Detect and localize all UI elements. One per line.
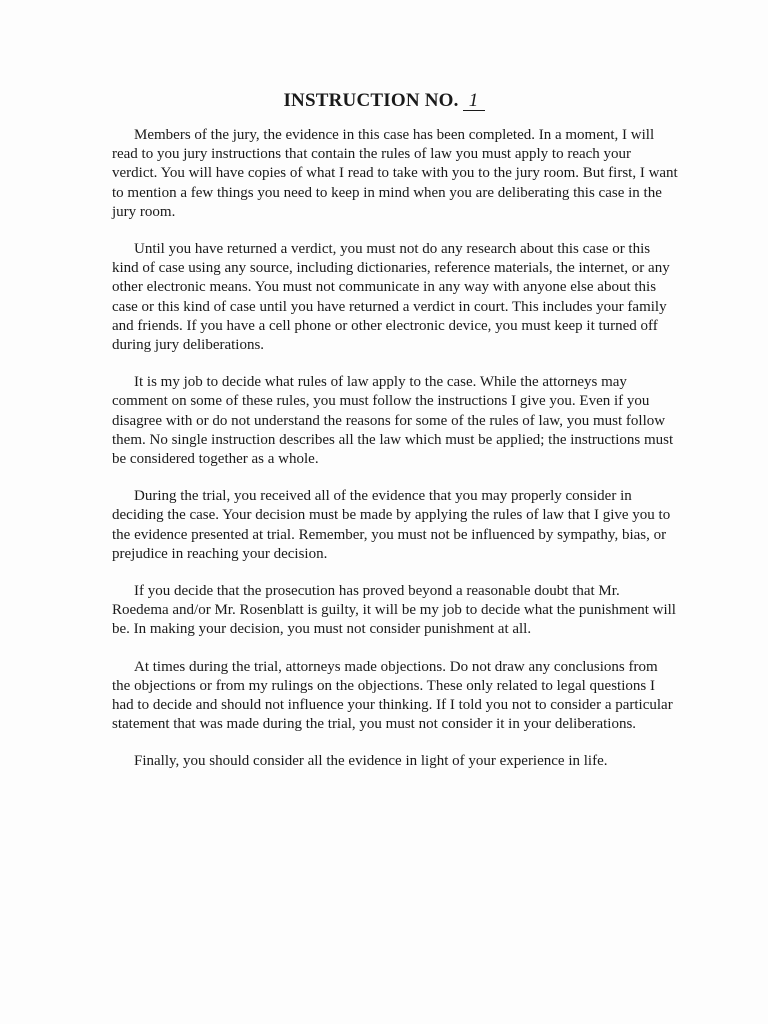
instruction-body [112,126,678,790]
paragraph-no-research: Until you have returned a verdict, you must not do any research about this case or this kind of case using any source, including dictionaries, reference materials, the internet, or any other electronic means. You must not communicate in any way with anyone else about this case or this kind of case until you have returned a verdict in court. This includes your family and friends. If you have a cell phone or other electronic device, you must keep it turned off during jury deliberations. [112,241,670,354]
paragraph-punishment: If you decide that the prosecution has proved beyond a reasonable doubt that Mr. Roedema and/or Mr. Rosenblatt is guilty, it will be my job to decide what the punishment will be. In making your decision, you must not consider punishment at all. [112,583,676,638]
page-title [0,90,768,112]
paragraph-experience: Finally, you should consider all the evidence in light of your experience in life. [134,753,608,770]
paragraph-rules-of-law: It is my job to decide what rules of law apply to the case. While the attorneys may comment on some of these rules, you must follow the instructions I give you. Even if you disagree with or do not understand the reasons for some of the rules of law, you must follow them. No single instruction describes all the law which must be applied; the instructions must be considered together as a whole. [112,374,674,468]
title-text: INSTRUCTION NO. [283,90,459,111]
paragraph-evidence: During the trial, you received all of the evidence that you may properly consider in deciding the case. Your decision must be made by applying the rules of law that I give you to the evidence presented at trial. Remember, you must not be influenced by sympathy, bias, or prejudice in reaching your decision. [112,488,671,562]
paragraph-objections: At times during the trial, attorneys made objections. Do not draw any conclusions from the objections or from my rulings on the objections. These only related to legal questions I had to decide and should not influence your thinking. If I told you not to consider a particular statement that was made during the trial, you must not consider it in your deliberations. [112,658,673,733]
paragraph-intro: Members of the jury, the evidence in this case has been completed. In a moment, I will read to you jury instructions that contain the rules of law you must apply to reach your verdict. You will have copies of what I read to take with you to the jury room. But first, I want to mention a few things you need to keep in mind when you are deliberating this case in the jury room. [112,127,678,220]
instruction-number: 1 [463,92,485,111]
